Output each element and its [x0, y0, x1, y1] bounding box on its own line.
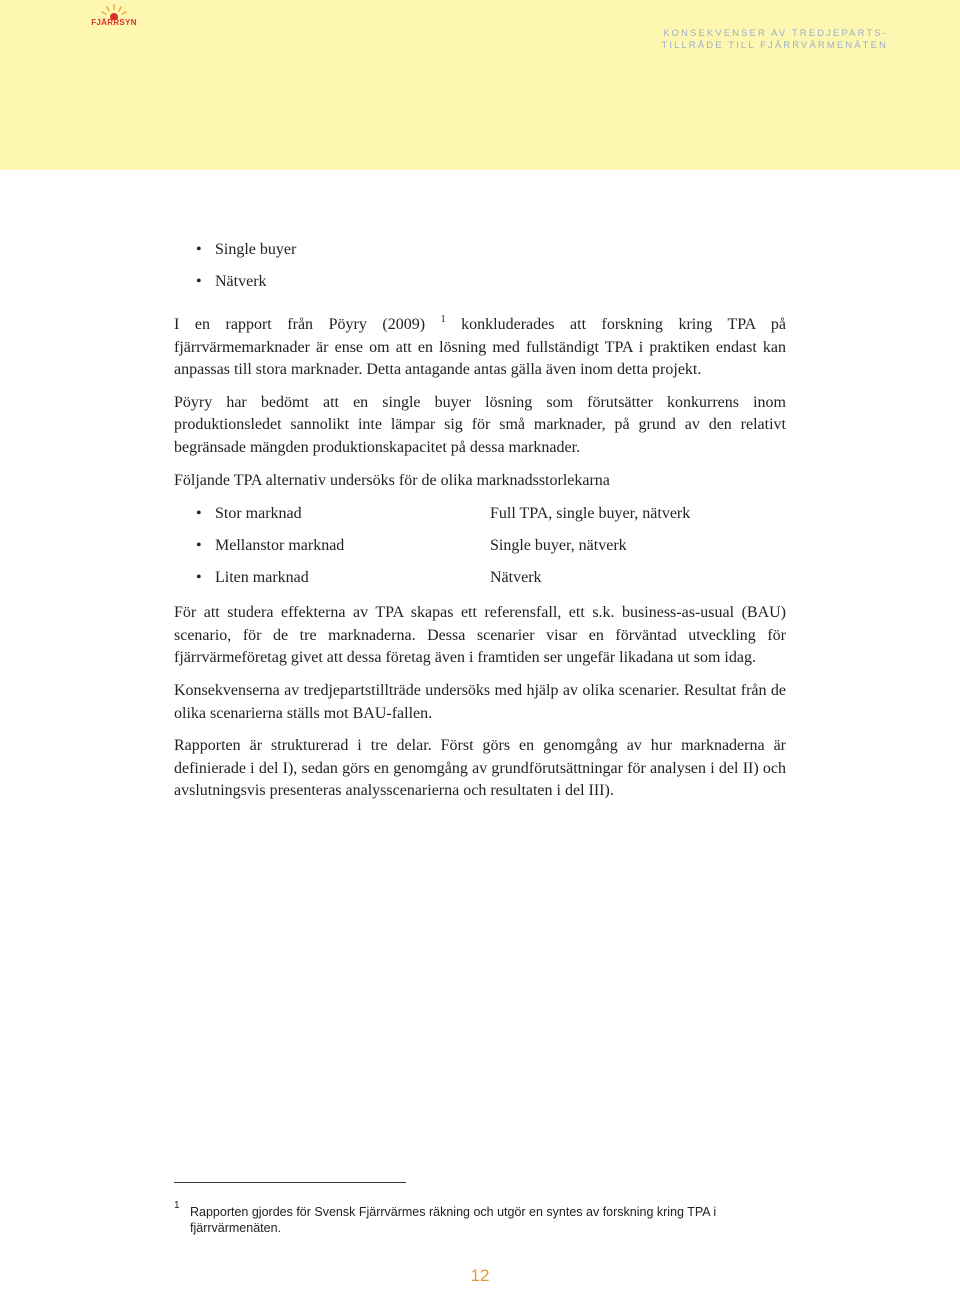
document-header-title: [628, 28, 888, 52]
list-item: • Nätverk: [174, 268, 786, 300]
header-title-line-1: KONSEKVENSER AV TREDJEPARTS-: [663, 28, 888, 39]
market-size-label: Mellanstor marknad: [215, 537, 345, 555]
paragraph-report-structure: Rapporten är strukturerad i tre delar. Först görs en genomgång av hur marknaderna är definierade i del I), sedan görs en genomgång av grundförutsättningar för analysen i del II) och avslutningsvis presenteras analysscenarierna och resultaten i del III).: [174, 737, 786, 800]
list-item: [174, 532, 786, 564]
market-size-label: Liten marknad: [215, 569, 309, 587]
header-title-line-2: TILLRÅDE TILL FJÄRRVÄRMENÄTEN: [661, 40, 888, 51]
market-alternatives-list: [174, 500, 786, 596]
paragraph-tpa-alternatives-intro: Följande TPA alternativ undersöks för de olika marknadsstorlekarna: [174, 471, 610, 489]
fjarrsyn-logo: [86, 4, 142, 30]
paragraph-single-buyer-assessment: Pöyry har bedömt att en single buyer lösning som förutsätter konkurrens inom produktionsledet sannolikt inte lämpar sig för små marknader, på grund av den relativt begränsade mängden produktionskapacitet på dessa marknader.: [174, 393, 786, 456]
paragraph-scenario-method: Konsekvenserna av tredjepartstillträde undersöks med hjälp av olika scenarier. Resultat från de olika scenarierna ställs mot BAU-fallen.: [174, 681, 786, 722]
footnote-text: Rapporten gjordes för Svensk Fjärrvärmes räkning och utgör en syntes av forskning kring TPA i fjärrvärmenäten.: [190, 1205, 717, 1235]
paragraph-poyry-report: [174, 314, 786, 382]
tpa-options: Full TPA, single buyer, nätverk: [490, 505, 691, 523]
list-item: • Single buyer: [174, 236, 786, 268]
logo-text: FJÄRRSYN: [91, 18, 137, 27]
paragraph-bau-scenario: För att studera effekterna av TPA skapas ett referensfall, ett s.k. business-as-usual (BAU) scenario, för de tre marknaderna. Dessa scenarier visar en förväntad utveckling för fjärrvärmeföretag givet att dessa företag även i framtiden ser ungefär likadana ut som idag.: [174, 604, 786, 667]
footnote: [174, 1200, 774, 1236]
list-item: [174, 564, 786, 596]
tpa-options: Nätverk: [490, 569, 542, 587]
paragraph-text: I en rapport från Pöyry (2009): [174, 316, 426, 333]
header-band: [0, 0, 960, 170]
page-body: [174, 236, 786, 803]
paragraph-text: konkluderades att forskning kring TPA på fjärrvärmemarknader är ense om att en lösning med fullständigt TPA i praktiken endast kan anpassas till stora marknader. Detta antagande antas gälla även inom detta projekt.: [174, 316, 787, 379]
tpa-options: Single buyer, nätverk: [490, 537, 627, 555]
footnote-marker: 1: [174, 1200, 180, 1211]
intro-bullet-list: [174, 236, 786, 300]
market-size-label: Stor marknad: [215, 505, 302, 523]
page-number: 12: [470, 1266, 490, 1285]
footnote-divider: [174, 1182, 406, 1183]
list-item: [174, 500, 786, 532]
footnote-reference: 1: [440, 314, 446, 325]
